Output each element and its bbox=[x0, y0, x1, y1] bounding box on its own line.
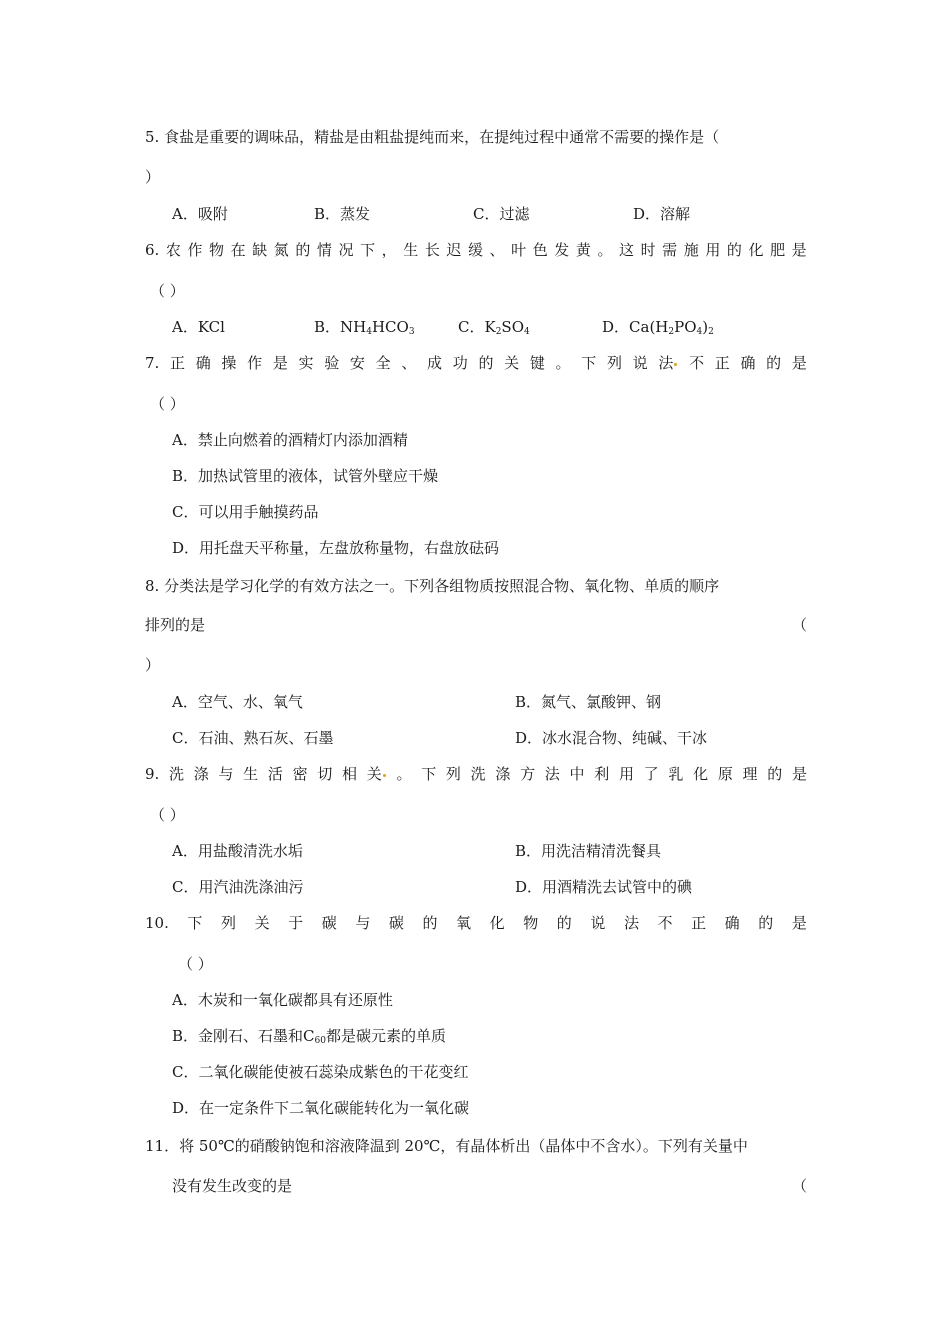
q9-option-d: D．用酒精洗去试管中的碘 bbox=[515, 878, 693, 896]
stem-char: 关 bbox=[504, 354, 520, 372]
stem-char: 相 bbox=[342, 765, 358, 783]
stem-char: 下 bbox=[581, 354, 597, 372]
q11-stem: 11．将 50℃的硝酸钠饱和溶液降温到 20℃，有晶体析出（晶体中不含水）。下列有关量中 bbox=[145, 1137, 748, 1155]
stem-char: 洗 bbox=[169, 765, 185, 783]
stem-char: 全 bbox=[375, 354, 391, 372]
q9-option-a: A．用盐酸清洗水垢 bbox=[172, 842, 303, 860]
stem-char: 下 bbox=[421, 765, 437, 783]
stem-char: 发 bbox=[554, 241, 570, 259]
stem-char: 利 bbox=[594, 765, 610, 783]
q8-open-paren: （ bbox=[791, 616, 807, 634]
mark-dot bbox=[674, 363, 677, 366]
stem-char: 于 bbox=[288, 914, 304, 932]
stem-char: 的 bbox=[767, 765, 783, 783]
stem-char: 缓 bbox=[467, 241, 483, 259]
q11-stem-line2: 没有发生改变的是 bbox=[172, 1177, 293, 1195]
stem-char: 确 bbox=[195, 354, 211, 372]
stem-char: 密 bbox=[292, 765, 308, 783]
stem-char: 涤 bbox=[495, 765, 511, 783]
stem-char: 与 bbox=[355, 914, 371, 932]
stem-char: 中 bbox=[569, 765, 585, 783]
q6-stem bbox=[145, 240, 807, 260]
q10-option-c: C．二氧化碳能使被石蕊染成紫色的干花变红 bbox=[172, 1063, 469, 1081]
stem-char: 化 bbox=[748, 241, 764, 259]
q7-option-d: D．用托盘天平称量，左盘放称量物，右盘放砝码 bbox=[172, 539, 500, 557]
q6-option-c: C．$K_2SO_4$ bbox=[458, 318, 530, 337]
stem-char: 活 bbox=[267, 765, 283, 783]
stem-char: 化 bbox=[693, 765, 709, 783]
stem-char: 说 bbox=[590, 914, 606, 932]
stem-char: 乳 bbox=[668, 765, 684, 783]
stem-char: 是 bbox=[272, 354, 288, 372]
stem-char: 确 bbox=[724, 914, 740, 932]
stem-char: 洗 bbox=[470, 765, 486, 783]
q7-option-a: A．禁止向燃着的酒精灯内添加酒精 bbox=[172, 431, 408, 449]
stem-char: 生 bbox=[243, 765, 259, 783]
stem-char: 用 bbox=[618, 765, 634, 783]
stem-char: 农 bbox=[165, 241, 181, 259]
q5-option-a: A．吸附 bbox=[172, 205, 228, 223]
stem-char: 是 bbox=[791, 765, 807, 783]
stem-char: 7. bbox=[145, 354, 160, 372]
q8-stem: 8. 分类法是学习化学的有效方法之一。下列各组物质按照混合物、氧化物、单质的顺序 bbox=[145, 577, 720, 595]
stem-char: 了 bbox=[643, 765, 659, 783]
stem-char: 物 bbox=[523, 914, 539, 932]
stem-char: 列 bbox=[445, 765, 461, 783]
stem-char: 的 bbox=[766, 354, 782, 372]
stem-char: 迟 bbox=[446, 241, 462, 259]
mark-dot bbox=[383, 774, 386, 777]
stem-char: 列 bbox=[606, 354, 622, 372]
stem-char: 况 bbox=[338, 241, 354, 259]
q10-option-a: A．木炭和一氧化碳都具有还原性 bbox=[172, 991, 393, 1009]
stem-char: 法 bbox=[544, 765, 560, 783]
stem-char: 下 bbox=[187, 914, 203, 932]
stem-char: 涤 bbox=[193, 765, 209, 783]
q11-open-paren: （ bbox=[791, 1177, 807, 1195]
q8-close-paren: ） bbox=[145, 656, 161, 674]
stem-char: 成 bbox=[427, 354, 443, 372]
stem-char: 。 bbox=[555, 354, 571, 372]
stem-char: 作 bbox=[247, 354, 263, 372]
stem-char: 碳 bbox=[321, 914, 337, 932]
stem-char: 正 bbox=[691, 914, 707, 932]
stem-char: 时 bbox=[640, 241, 656, 259]
stem-char: 色 bbox=[532, 241, 548, 259]
stem-char: 叶 bbox=[511, 241, 527, 259]
q6-option-d: D．$Ca(H_2PO_4)_2$ bbox=[602, 318, 714, 337]
stem-char: 肥 bbox=[770, 241, 786, 259]
stem-char: 是 bbox=[791, 914, 807, 932]
stem-char: 下 bbox=[360, 241, 376, 259]
stem-char: 碳 bbox=[388, 914, 404, 932]
q9-stem bbox=[145, 764, 807, 784]
stem-char: 验 bbox=[324, 354, 340, 372]
stem-char: 黄 bbox=[575, 241, 591, 259]
stem-char: 的 bbox=[758, 914, 774, 932]
stem-char: 氮 bbox=[273, 241, 289, 259]
stem-char: 长 bbox=[424, 241, 440, 259]
stem-char: 说 bbox=[632, 354, 648, 372]
stem-char: 10. bbox=[145, 914, 169, 932]
q10-option-b: B．金刚石、石墨和$C_{60}$都是碳元素的单质 bbox=[172, 1027, 446, 1046]
stem-char: 情 bbox=[316, 241, 332, 259]
stem-char: 是 bbox=[791, 241, 807, 259]
stem-char: 。 bbox=[597, 241, 613, 259]
stem-char: 6. bbox=[145, 241, 160, 259]
q6-answer-paren: （ ） bbox=[150, 282, 185, 300]
stem-char: 是 bbox=[791, 354, 807, 372]
stem-char: 正 bbox=[170, 354, 186, 372]
stem-char: 方 bbox=[520, 765, 536, 783]
q9-option-b: B．用洗洁精清洗餐具 bbox=[515, 842, 662, 860]
q8-stem-line2: 排列的是 bbox=[145, 616, 206, 634]
stem-char: 不 bbox=[689, 354, 705, 372]
stem-char: 的 bbox=[478, 354, 494, 372]
stem-char: 的 bbox=[422, 914, 438, 932]
stem-char: 关 bbox=[254, 914, 270, 932]
stem-char: 不 bbox=[657, 914, 673, 932]
stem-char: 安 bbox=[349, 354, 365, 372]
q8-option-a: A．空气、水、氧气 bbox=[172, 693, 303, 711]
q7-answer-paren: （ ） bbox=[150, 395, 185, 413]
stem-char: 的 bbox=[295, 241, 311, 259]
q5-option-c: C．过滤 bbox=[473, 205, 530, 223]
q7-option-b: B．加热试管里的液体，试管外壁应干燥 bbox=[172, 467, 439, 485]
q9-answer-paren: （ ） bbox=[150, 806, 185, 824]
stem-char: 键 bbox=[529, 354, 545, 372]
stem-char: ， bbox=[381, 241, 397, 259]
stem-char: 作 bbox=[187, 241, 203, 259]
stem-char: 实 bbox=[298, 354, 314, 372]
q7-stem bbox=[145, 353, 807, 373]
stem-char: 用 bbox=[705, 241, 721, 259]
stem-char: 9. bbox=[145, 765, 160, 783]
stem-char: 切 bbox=[317, 765, 333, 783]
stem-char: 、 bbox=[489, 241, 505, 259]
stem-char: 的 bbox=[726, 241, 742, 259]
q8-option-d: D．冰水混合物、纯碱、干冰 bbox=[515, 729, 708, 747]
q6-option-a: A．KCl bbox=[172, 318, 225, 336]
stem-char: 氧 bbox=[456, 914, 472, 932]
q5-close-paren: ） bbox=[145, 168, 161, 186]
stem-char: 法 bbox=[623, 914, 639, 932]
stem-char: 的 bbox=[556, 914, 572, 932]
stem-char: 、 bbox=[401, 354, 417, 372]
stem-char: 缺 bbox=[252, 241, 268, 259]
stem-char: 操 bbox=[221, 354, 237, 372]
q10-option-d: D．在一定条件下二氧化碳能转化为一氧化碳 bbox=[172, 1099, 470, 1117]
stem-char: 物 bbox=[209, 241, 225, 259]
stem-char: 功 bbox=[452, 354, 468, 372]
q10-answer-paren: （ ） bbox=[178, 955, 213, 973]
q8-option-c: C．石油、熟石灰、石墨 bbox=[172, 729, 334, 747]
stem-char: 法 bbox=[658, 353, 678, 373]
stem-char: 生 bbox=[403, 241, 419, 259]
q9-option-c: C．用汽油洗涤油污 bbox=[172, 878, 304, 896]
stem-char: 化 bbox=[489, 914, 505, 932]
stem-char: 列 bbox=[221, 914, 237, 932]
stem-char: 与 bbox=[218, 765, 234, 783]
stem-char: 在 bbox=[230, 241, 246, 259]
stem-char: 施 bbox=[683, 241, 699, 259]
stem-char: 需 bbox=[662, 241, 678, 259]
stem-char: 这 bbox=[619, 241, 635, 259]
stem-char: 。 bbox=[396, 765, 412, 783]
q10-stem bbox=[145, 913, 807, 933]
q5-option-d: D．溶解 bbox=[633, 205, 691, 223]
stem-char: 确 bbox=[740, 354, 756, 372]
q5-stem: 5. 食盐是重要的调味品，精盐是由粗盐提纯而来，在提纯过程中通常不需要的操作是（ bbox=[145, 128, 720, 146]
q5-option-b: B．蒸发 bbox=[314, 205, 371, 223]
q8-option-b: B．氮气、氯酸钾、钢 bbox=[515, 693, 662, 711]
stem-char: 正 bbox=[714, 354, 730, 372]
stem-char: 理 bbox=[742, 765, 758, 783]
q6-option-b: B．$NH_4HCO_3$ bbox=[314, 318, 415, 337]
stem-char: 关 bbox=[367, 764, 387, 784]
stem-char: 原 bbox=[717, 765, 733, 783]
q7-option-c: C．可以用手触摸药品 bbox=[172, 503, 319, 521]
